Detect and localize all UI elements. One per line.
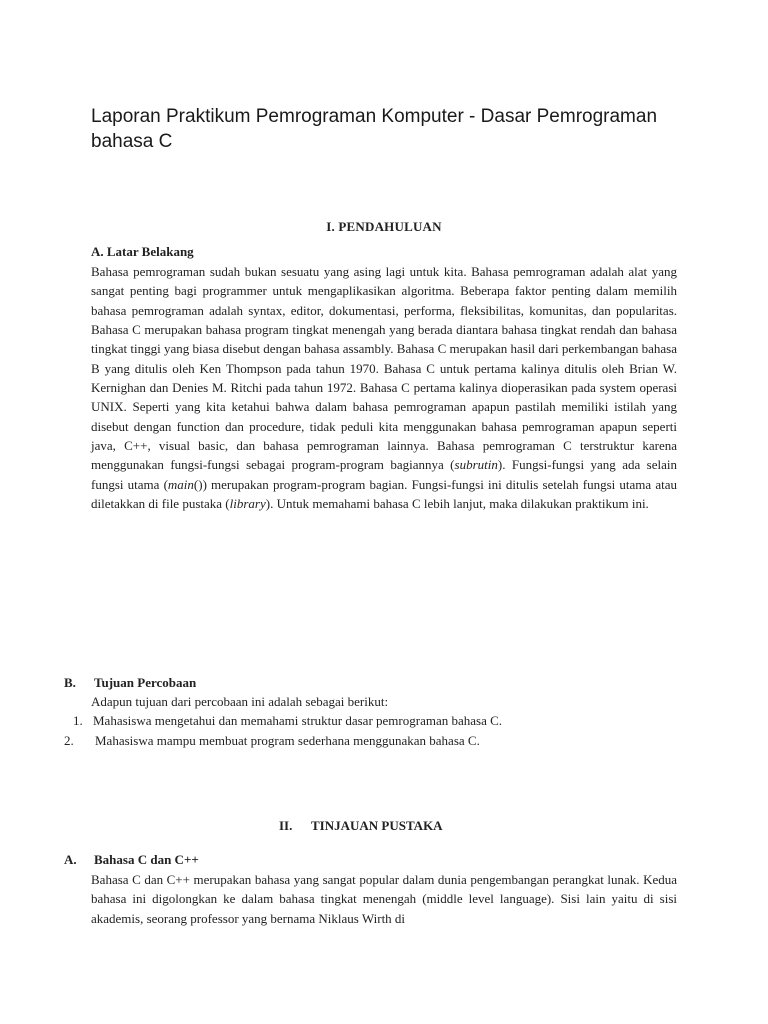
list-item: Mahasiswa mengetahui dan memahami struktur dasar pemrograman bahasa C.	[93, 713, 503, 728]
paragraph-text: ). Untuk memahami bahasa C lebih lanjut, maka dilakukan praktikum ini.	[265, 496, 649, 512]
italic-term-library: library	[229, 496, 266, 512]
list-item: Mahasiswa mampu membuat program sederhana menggunakan bahasa C.	[95, 733, 480, 748]
paragraph-text: ()) merupakan program-program bagian. Fungsi-fungsi ini ditulis setelah fungsi utama atau diletakkan di file pustaka (	[91, 476, 677, 512]
document-title: Laporan Praktikum Pemrograman Komputer - Dasar Pemrograman bahasa C	[91, 106, 658, 152]
tujuan-intro: Adapun tujuan dari percobaan ini adalah sebagai berikut:	[91, 694, 389, 709]
italic-term-main: main	[167, 476, 194, 492]
paragraph-text: Bahasa pemrograman sudah bukan sesuatu yang asing lagi untuk kita. Bahasa pemrograman adalah alat yang sangat penting bagi programmer untuk mengaplikasikan algoritma. Beberapa faktor penting dalam memilih bahasa pemrograman adalah syntax, editor, dokumentasi, performa, fleksibilitas, komunitas, dan popularitas. Bahasa C merupakan bahasa program tingkat menengah yang berada diantara bahasa tingkat rendah dan bahasa tingkat tinggi yang biasa disebut dengan bahasa assambly. Bahasa C merupakan hasil dari perkembangan bahasa B yang ditulis oleh Ken Thompson pada tahun 1970. Bahasa C untuk pertama kalinya ditulis oleh Brian W. Kernighan dan Denies M. Ritchi pada tahun 1972. Bahasa C pertama kalinya dioperasikan pada system operasi UNIX. Seperti yang kita ketahui bahwa dalam bahasa pemrograman apapun pastilah memiliki istilah yang disebut dengan function dan procedure, tidak peduli kita menggunakan bahasa pemrograman apapun seperti java, C++, visual basic, dan bahasa pemrograman lainnya. Bahasa pemrograman C terstruktur karena menggunakan fungsi-fungsi sebagai program-program bagiannya (	[91, 264, 677, 473]
subsection-b-marker: B.	[64, 675, 76, 690]
bahasa-c-paragraph: Bahasa C dan C++ merupakan bahasa yang sangat popular dalam dunia pengembangan perangkat lunak. Kedua bahasa ini digolongkan ke dalam bahasa tingkat menengah (middle level language). Sisi lain yaitu di sisi akademis, seorang professor yang bernama Niklaus Wirth di	[91, 872, 677, 926]
section-1-heading: I. PENDAHULUAN	[326, 219, 442, 234]
list-number: 1.	[73, 713, 83, 728]
latar-belakang-paragraph	[91, 262, 677, 513]
subsection-a-heading: A. Latar Belakang	[91, 244, 194, 259]
section-2-number: II.	[279, 818, 293, 833]
italic-term-subrutin: subrutin	[454, 457, 498, 473]
list-number: 2.	[64, 733, 74, 748]
section-2-subsection-a-heading: Bahasa C dan C++	[94, 852, 199, 867]
paragraph-text: ). Fungsi-fungsi yang ada selain fungsi utama (	[91, 457, 677, 492]
section-2-subsection-a-marker: A.	[64, 852, 77, 867]
section-2-heading: TINJAUAN PUSTAKA	[311, 818, 443, 833]
subsection-b-heading: Tujuan Percobaan	[94, 675, 197, 690]
